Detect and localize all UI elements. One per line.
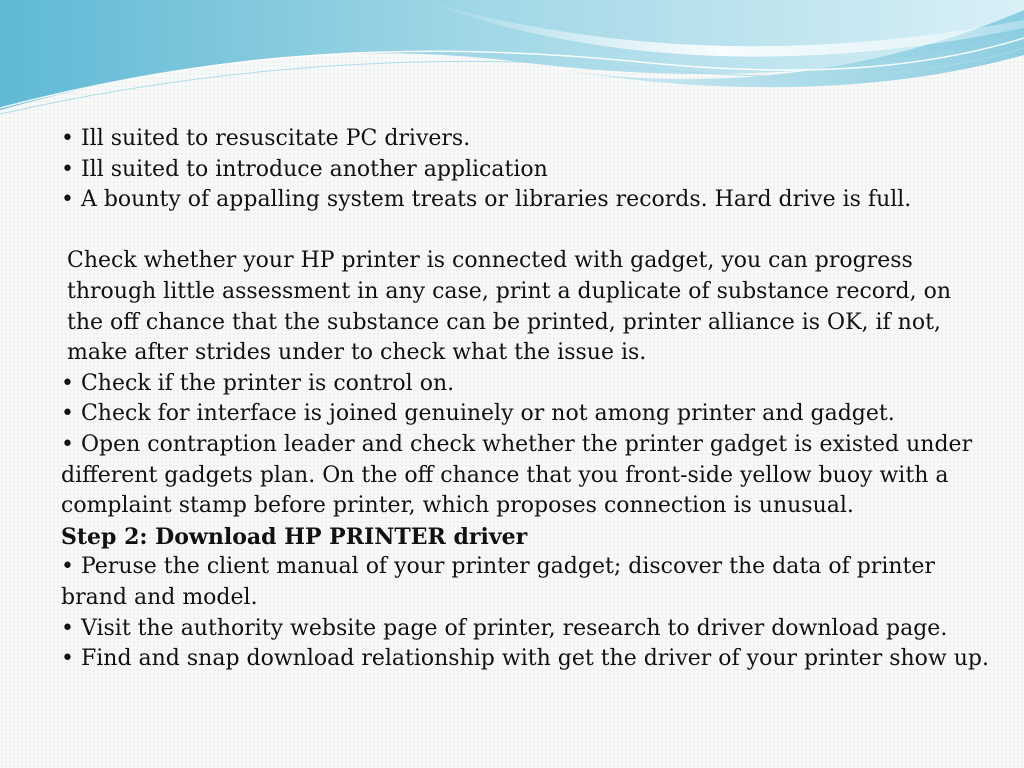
bullet-item: • Ill suited to resuscitate PC drivers. [61,126,471,151]
step-title: Step 2: Download HP PRINTER driver [61,523,528,550]
bullet-item: • A bounty of appalling system treats or libraries records. Hard drive is full. [61,187,912,213]
header-wave-decoration [0,0,1024,120]
spacer [61,216,981,247]
slide-body [61,124,989,675]
bullet-item: • Check if the printer is control on. [61,370,455,396]
wave-band-main [0,0,1024,110]
check-paragraph: Check whether your HP printer is connected with gadget, you can progress through little assessment in any case, print a duplicate of substance record, on the off chance that the substance can be printed, printer alliance is OK, if not, make after strides under to check what the issue is. [67,248,952,366]
bullet-item: • Ill suited to introduce another application [61,156,548,182]
bullet-item: • Visit the authority website page of printer, research to driver download page. [61,615,948,641]
bullet-item: • Open contraption leader and check whether the printer gadget is existed under different gadgets plan. On the off chance that you front-side yellow buoy with a complaint stamp before printer, which proposes connection is unusual. [61,431,973,519]
bullet-item: • Find and snap download relationship with get the driver of your printer show up. [61,646,989,672]
bullet-item: • Check for interface is joined genuinely or not among printer and gadget. [61,401,895,427]
bullet-item: • Peruse the client manual of your printer gadget; discover the data of printer brand and model. [61,554,935,610]
